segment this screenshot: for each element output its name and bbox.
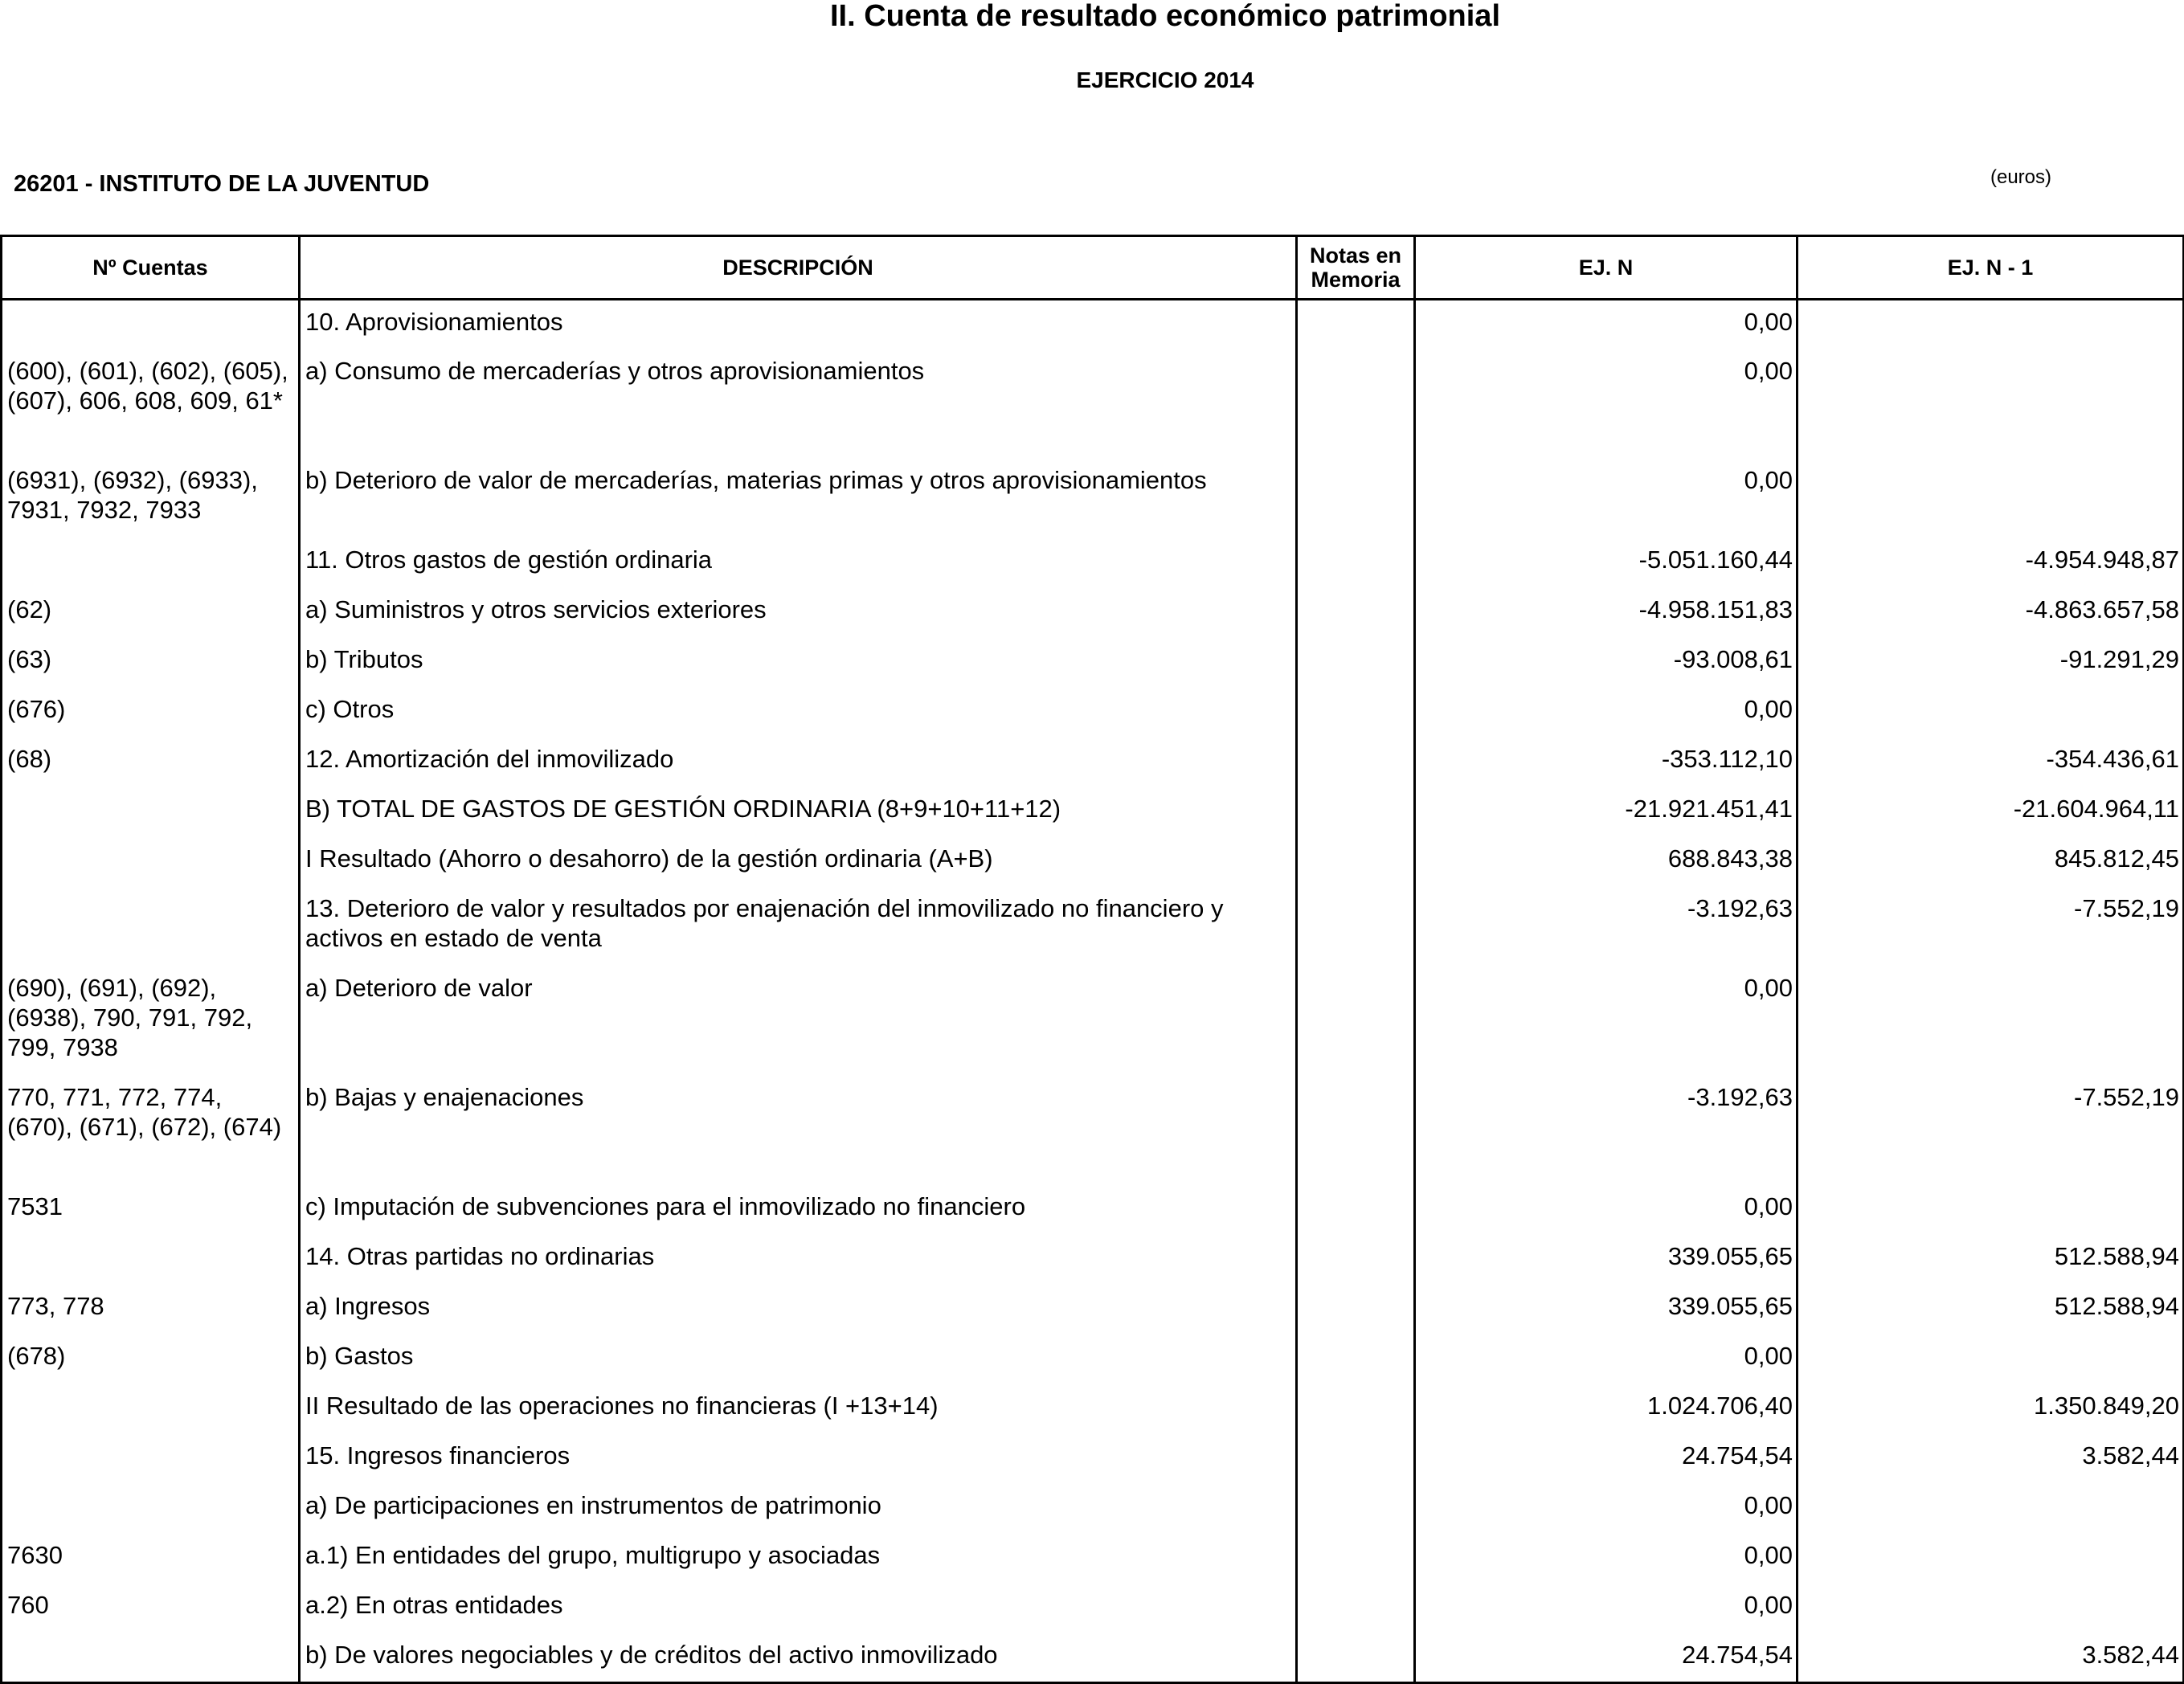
table-row bbox=[2, 1484, 2184, 1534]
cell-ej-n: 1.024.706,40 bbox=[1415, 1384, 1798, 1434]
table-row bbox=[2, 300, 2184, 349]
cell-ej-n: -353.112,10 bbox=[1415, 738, 1798, 787]
cell-cuentas: (676) bbox=[2, 688, 300, 738]
cell-ej-n1 bbox=[1798, 1484, 2184, 1534]
cell-ej-n1: 512.588,94 bbox=[1798, 1285, 2184, 1335]
table-header-row bbox=[2, 236, 2184, 300]
cell-notas bbox=[1297, 1434, 1415, 1484]
table-row bbox=[2, 1185, 2184, 1235]
table-row bbox=[2, 588, 2184, 638]
cell-descripcion: I Resultado (Ahorro o desahorro) de la gestión ordinaria (A+B) bbox=[300, 837, 1297, 887]
cell-cuentas: (600), (601), (602), (605), (607), 606, 608, 609, 61* bbox=[2, 349, 300, 459]
cell-notas bbox=[1297, 1285, 1415, 1335]
entity-name: 26201 - INSTITUTO DE LA JUVENTUD bbox=[14, 171, 430, 197]
cell-ej-n1 bbox=[1798, 300, 2184, 349]
results-table bbox=[0, 235, 2184, 1684]
cell-ej-n: 0,00 bbox=[1415, 1534, 1798, 1584]
cell-ej-n1 bbox=[1798, 1335, 2184, 1384]
cell-cuentas: 760 bbox=[2, 1584, 300, 1633]
cell-cuentas bbox=[2, 1235, 300, 1285]
cell-ej-n: -5.051.160,44 bbox=[1415, 538, 1798, 588]
cell-ej-n1 bbox=[1798, 459, 2184, 538]
cell-descripcion: 12. Amortización del inmovilizado bbox=[300, 738, 1297, 787]
table-row bbox=[2, 1584, 2184, 1633]
cell-notas bbox=[1297, 638, 1415, 688]
cell-cuentas: 7531 bbox=[2, 1185, 300, 1235]
cell-ej-n: 339.055,65 bbox=[1415, 1285, 1798, 1335]
cell-ej-n: 0,00 bbox=[1415, 300, 1798, 349]
cell-cuentas bbox=[2, 1434, 300, 1484]
cell-ej-n1: -7.552,19 bbox=[1798, 887, 2184, 967]
cell-ej-n1: -4.954.948,87 bbox=[1798, 538, 2184, 588]
cell-ej-n1 bbox=[1798, 688, 2184, 738]
table-row bbox=[2, 837, 2184, 887]
cell-descripcion: 11. Otros gastos de gestión ordinaria bbox=[300, 538, 1297, 588]
table-row bbox=[2, 738, 2184, 787]
cell-cuentas bbox=[2, 1484, 300, 1534]
cell-ej-n1 bbox=[1798, 1584, 2184, 1633]
cell-ej-n: -93.008,61 bbox=[1415, 638, 1798, 688]
cell-ej-n: 0,00 bbox=[1415, 349, 1798, 459]
cell-ej-n1 bbox=[1798, 1534, 2184, 1584]
cell-cuentas: 770, 771, 772, 774, (670), (671), (672), (674) bbox=[2, 1076, 300, 1185]
table-row bbox=[2, 1076, 2184, 1185]
cell-cuentas bbox=[2, 837, 300, 887]
cell-cuentas: 773, 778 bbox=[2, 1285, 300, 1335]
cell-cuentas: (62) bbox=[2, 588, 300, 638]
table-row bbox=[2, 787, 2184, 837]
cell-ej-n1: -91.291,29 bbox=[1798, 638, 2184, 688]
cell-cuentas bbox=[2, 1384, 300, 1434]
cell-ej-n: 0,00 bbox=[1415, 1584, 1798, 1633]
cell-notas bbox=[1297, 1185, 1415, 1235]
cell-ej-n1: -354.436,61 bbox=[1798, 738, 2184, 787]
cell-descripcion: 13. Deterioro de valor y resultados por enajenación del inmovilizado no financiero y activos en estado de venta bbox=[300, 887, 1297, 967]
cell-cuentas bbox=[2, 787, 300, 837]
table-row bbox=[2, 638, 2184, 688]
table-row bbox=[2, 1285, 2184, 1335]
cell-ej-n1: 845.812,45 bbox=[1798, 837, 2184, 887]
cell-notas bbox=[1297, 1335, 1415, 1384]
col-header-notas-line2: Memoria bbox=[1311, 268, 1401, 292]
cell-notas bbox=[1297, 688, 1415, 738]
cell-descripcion: b) Deterioro de valor de mercaderías, materias primas y otros aprovisionamientos bbox=[300, 459, 1297, 538]
cell-ej-n1: 512.588,94 bbox=[1798, 1235, 2184, 1285]
cell-descripcion: a) De participaciones en instrumentos de patrimonio bbox=[300, 1484, 1297, 1534]
cell-ej-n: 0,00 bbox=[1415, 688, 1798, 738]
cell-notas bbox=[1297, 538, 1415, 588]
cell-descripcion: 14. Otras partidas no ordinarias bbox=[300, 1235, 1297, 1285]
cell-ej-n: 0,00 bbox=[1415, 459, 1798, 538]
cell-descripcion: b) Tributos bbox=[300, 638, 1297, 688]
cell-descripcion: c) Otros bbox=[300, 688, 1297, 738]
table-row bbox=[2, 688, 2184, 738]
col-header-ej-n1: EJ. N - 1 bbox=[1798, 236, 2184, 300]
cell-descripcion: a) Consumo de mercaderías y otros aprovisionamientos bbox=[300, 349, 1297, 459]
cell-notas bbox=[1297, 1633, 1415, 1683]
col-header-notas bbox=[1297, 236, 1415, 300]
cell-cuentas bbox=[2, 887, 300, 967]
cell-ej-n: -3.192,63 bbox=[1415, 1076, 1798, 1185]
cell-cuentas: (63) bbox=[2, 638, 300, 688]
table-row bbox=[2, 538, 2184, 588]
cell-descripcion: a.2) En otras entidades bbox=[300, 1584, 1297, 1633]
currency-units: (euros) bbox=[1990, 166, 2052, 188]
cell-notas bbox=[1297, 967, 1415, 1076]
cell-notas bbox=[1297, 300, 1415, 349]
cell-descripcion: a) Deterioro de valor bbox=[300, 967, 1297, 1076]
cell-ej-n1: -4.863.657,58 bbox=[1798, 588, 2184, 638]
cell-descripcion: II Resultado de las operaciones no financieras (I +13+14) bbox=[300, 1384, 1297, 1434]
cell-ej-n: -3.192,63 bbox=[1415, 887, 1798, 967]
cell-notas bbox=[1297, 1584, 1415, 1633]
cell-notas bbox=[1297, 738, 1415, 787]
table-row bbox=[2, 1434, 2184, 1484]
cell-ej-n: 0,00 bbox=[1415, 1185, 1798, 1235]
cell-ej-n1: 3.582,44 bbox=[1798, 1633, 2184, 1683]
table-row bbox=[2, 1534, 2184, 1584]
table-row bbox=[2, 1235, 2184, 1285]
cell-notas bbox=[1297, 1235, 1415, 1285]
cell-ej-n1 bbox=[1798, 349, 2184, 459]
cell-notas bbox=[1297, 837, 1415, 887]
cell-descripcion: a) Suministros y otros servicios exteriores bbox=[300, 588, 1297, 638]
cell-notas bbox=[1297, 1076, 1415, 1185]
cell-cuentas bbox=[2, 300, 300, 349]
cell-ej-n: 0,00 bbox=[1415, 967, 1798, 1076]
cell-descripcion: B) TOTAL DE GASTOS DE GESTIÓN ORDINARIA (8+9+10+11+12) bbox=[300, 787, 1297, 837]
cell-notas bbox=[1297, 1484, 1415, 1534]
col-header-notas-line1: Notas en bbox=[1309, 243, 1402, 268]
cell-notas bbox=[1297, 887, 1415, 967]
cell-ej-n1: 1.350.849,20 bbox=[1798, 1384, 2184, 1434]
col-header-descripcion: DESCRIPCIÓN bbox=[300, 236, 1297, 300]
cell-ej-n: 0,00 bbox=[1415, 1484, 1798, 1534]
cell-notas bbox=[1297, 787, 1415, 837]
cell-ej-n1: -21.604.964,11 bbox=[1798, 787, 2184, 837]
cell-ej-n: 339.055,65 bbox=[1415, 1235, 1798, 1285]
cell-ej-n: 24.754,54 bbox=[1415, 1434, 1798, 1484]
cell-cuentas: 7630 bbox=[2, 1534, 300, 1584]
cell-descripcion: a) Ingresos bbox=[300, 1285, 1297, 1335]
cell-descripcion: b) De valores negociables y de créditos del activo inmovilizado bbox=[300, 1633, 1297, 1683]
table-row bbox=[2, 1384, 2184, 1434]
cell-cuentas bbox=[2, 538, 300, 588]
cell-descripcion: 15. Ingresos financieros bbox=[300, 1434, 1297, 1484]
cell-descripcion: b) Bajas y enajenaciones bbox=[300, 1076, 1297, 1185]
cell-ej-n: 688.843,38 bbox=[1415, 837, 1798, 887]
cell-descripcion: c) Imputación de subvenciones para el inmovilizado no financiero bbox=[300, 1185, 1297, 1235]
col-header-cuentas: Nº Cuentas bbox=[2, 236, 300, 300]
cell-cuentas: (6931), (6932), (6933), 7931, 7932, 7933 bbox=[2, 459, 300, 538]
cell-ej-n: -21.921.451,41 bbox=[1415, 787, 1798, 837]
cell-ej-n1: 3.582,44 bbox=[1798, 1434, 2184, 1484]
table-row bbox=[2, 349, 2184, 459]
table-row bbox=[2, 1335, 2184, 1384]
cell-notas bbox=[1297, 1534, 1415, 1584]
cell-ej-n: 24.754,54 bbox=[1415, 1633, 1798, 1683]
cell-notas bbox=[1297, 1384, 1415, 1434]
cell-ej-n1: -7.552,19 bbox=[1798, 1076, 2184, 1185]
col-header-ej-n: EJ. N bbox=[1415, 236, 1798, 300]
cell-cuentas: (68) bbox=[2, 738, 300, 787]
cell-descripcion: b) Gastos bbox=[300, 1335, 1297, 1384]
cell-notas bbox=[1297, 588, 1415, 638]
cell-cuentas: (690), (691), (692), (6938), 790, 791, 792, 799, 7938 bbox=[2, 967, 300, 1076]
cell-cuentas bbox=[2, 1633, 300, 1683]
cell-ej-n: -4.958.151,83 bbox=[1415, 588, 1798, 638]
table-row bbox=[2, 1633, 2184, 1683]
cell-ej-n1 bbox=[1798, 967, 2184, 1076]
table-row bbox=[2, 887, 2184, 967]
cell-descripcion: a.1) En entidades del grupo, multigrupo y asociadas bbox=[300, 1534, 1297, 1584]
cell-ej-n: 0,00 bbox=[1415, 1335, 1798, 1384]
cell-cuentas: (678) bbox=[2, 1335, 300, 1384]
table-row bbox=[2, 459, 2184, 538]
cell-ej-n1 bbox=[1798, 1185, 2184, 1235]
cell-notas bbox=[1297, 349, 1415, 459]
cell-descripcion: 10. Aprovisionamientos bbox=[300, 300, 1297, 349]
table-row bbox=[2, 967, 2184, 1076]
cell-notas bbox=[1297, 459, 1415, 538]
fiscal-year: EJERCICIO 2014 bbox=[1076, 67, 1254, 92]
page-title: II. Cuenta de resultado económico patrimonial bbox=[829, 0, 1501, 33]
